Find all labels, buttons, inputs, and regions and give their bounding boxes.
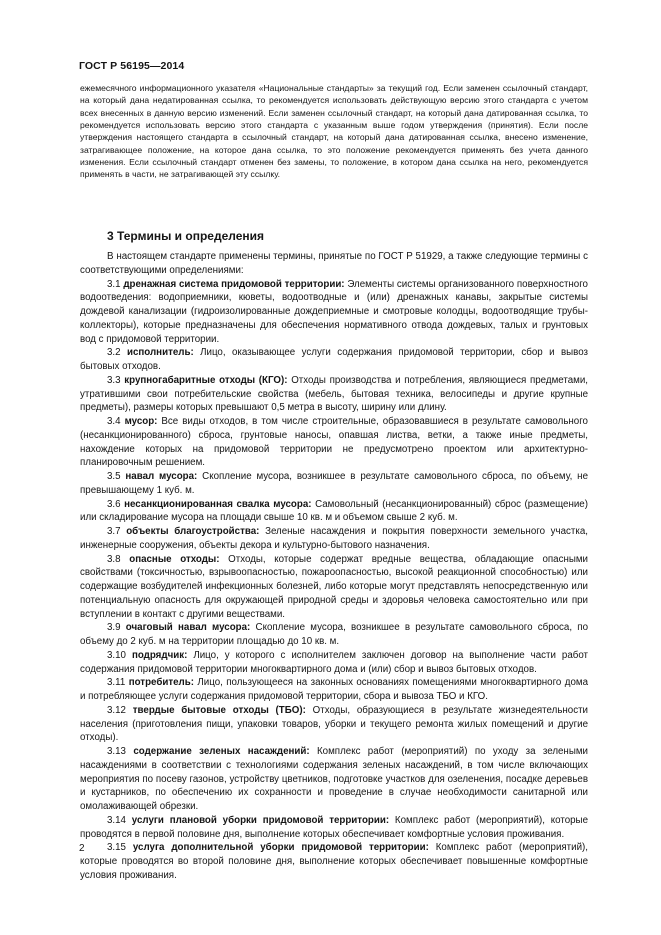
term-text: Комплекс работ (мероприятий), которые проводятся во второй половине дня, выполнение которых обеспечивает повышенные комфортные условия проживания. <box>80 842 588 881</box>
term-definition <box>80 553 588 622</box>
term-definition <box>80 814 588 842</box>
term-name: опасные отходы: <box>129 553 220 565</box>
term-number: 3.7 <box>107 526 121 537</box>
term-text: Скопление мусора, возникшее в результате самовольного сброса, по объему до 2 куб. м на территории площадью до 10 кв. м. <box>80 622 588 647</box>
term-text: Лицо, пользующееся на законных основаниях помещениями многоквартирного дома и потребляющее услуги содержания придомовой территории, сбора и вывоза ТБО и КГО. <box>80 677 588 702</box>
term-text: Комплекс работ (мероприятий) по уходу за зелеными насаждениями в соответствии с технологиями содержания зеленых насаждений, в том числе включающих мероприятия по посеву газонов, устройству цветников, подготовке участков для озеленения, посадке деревьев и кустарников, по обеспечению их сохранности и проведение в случае необходимости санитарной или омолаживающей обрезки. <box>80 746 588 812</box>
term-number: 3.1 <box>107 278 121 290</box>
lead-paragraph: В настоящем стандарте применены термины, принятые по ГОСТ Р 51929, а также следующие термины с соответствующими определениями: <box>80 251 588 276</box>
term-name: услуга дополнительной уборки придомовой территории: <box>132 842 429 854</box>
terms-list <box>80 278 588 883</box>
term-name: содержание зеленых насаждений: <box>133 746 310 757</box>
term-name: несанкционированная свалка мусора: <box>124 498 312 510</box>
term-name: услуги плановой уборки придомовой территории: <box>131 814 390 826</box>
term-name: мусор: <box>124 416 158 427</box>
term-number: 3.13 <box>107 746 126 757</box>
intro-paragraph <box>80 82 588 181</box>
term-definition <box>80 676 588 704</box>
term-definition <box>80 470 588 498</box>
term-number: 3.3 <box>107 374 121 386</box>
term-definition <box>80 841 588 882</box>
term-number: 3.9 <box>107 622 121 634</box>
term-definition <box>80 621 588 649</box>
term-name: исполнитель: <box>126 347 194 359</box>
term-name: объекты благоустройства: <box>126 526 260 537</box>
term-definition <box>80 374 588 415</box>
term-number: 3.5 <box>107 471 121 482</box>
intro-text: ежемесячного информационного указателя «Национальные стандарты» за текущий год. Если заменен ссылочный стандарт, на который дана недатированная ссылка, то рекомендуется использовать действующую версию этого стандарта с учетом всех внесенных в данную версию изменений. Если заменен ссылочный стандарт, на который дана датированная ссылка, то рекомендуется использовать версию этого стандарта с указанным выше годом утверждения (принятия). Если после утверждения настоящего стандарта в ссылочный стандарт, на который дана датированная ссылка, внесено изменение, затрагивающее положение, на которое дана ссылка, то это положение рекомендуется применять без учета данного изменения. Если ссылочный стандарт отменен без замены, то положение, в котором дана ссылка на него, рекомендуется применять в части, не затрагивающей эту ссылку. <box>80 83 588 180</box>
term-text: Лицо, у которого с исполнителем заключен договор на выполнение части работ содержания придомовой территории многоквартирного дома и (или) сбор и вывоз бытовых отходов. <box>80 649 589 675</box>
term-definition <box>80 745 588 814</box>
term-number: 3.15 <box>107 842 126 854</box>
term-text: Комплекс работ (мероприятий), которые проводятся в первой половине дня, выполнение которых обеспечивает комфортные условия проживания. <box>80 814 588 840</box>
term-text: Зеленые насаждения и покрытия поверхности земельного участка, инженерные сооружения, объекты декора и культурно-бытового назначения. <box>80 526 588 551</box>
term-number: 3.2 <box>107 347 121 359</box>
term-number: 3.12 <box>107 704 126 716</box>
term-name: подрядчик: <box>131 649 188 661</box>
term-number: 3.11 <box>107 677 126 689</box>
term-number: 3.8 <box>107 553 121 565</box>
term-text: Элементы системы организованного поверхностного водоотведения: водоприемники, кюветы, водоотводные и (или) дренажных канавы, закрытые системы дождевой канализации (гидроизолированные дождеприемные и смотровые колодцы, водоотводящие трубы-коллекторы), которые предназначены для обеспечения нормативного отвода дождевых, талых и грунтовых вод с придомовой территории. <box>80 278 588 345</box>
term-name: крупногабаритные отходы (КГО): <box>124 374 288 386</box>
page-number: 2 <box>79 843 85 854</box>
term-definition <box>80 525 588 553</box>
term-number: 3.6 <box>107 498 121 510</box>
term-name: твердые бытовые отходы (ТБО): <box>132 704 306 716</box>
term-name: навал мусора: <box>125 471 198 482</box>
term-text: Скопление мусора, возникшее в результате самовольного сброса, по объему, не превышающему 1 куб. м. <box>80 471 588 496</box>
term-number: 3.4 <box>107 416 121 427</box>
term-definition <box>80 649 588 677</box>
term-text: Лицо, оказывающее услуги содержания придомовой территории, сбор и вывоз бытовых отходов. <box>80 347 588 372</box>
standard-header: ГОСТ Р 56195—2014 <box>79 60 185 72</box>
term-text: Отходы производства и потребления, являющиеся предметами, утратившими свои потребительские свойства (мебель, бытовая техника, велосипеды и другие крупные предметы), размеры которых превышают 0,5 метра в высоту, ширину или длину. <box>80 374 589 414</box>
term-text: Самовольный (несанкционированный) сброс (размещение) или складирование мусора на площади свыше 10 кв. м и объемом свыше 2 куб. м. <box>80 498 588 524</box>
section-title: 3 Термины и определения <box>107 229 265 243</box>
term-text: Отходы, образующиеся в результате жизнедеятельности населения (приготовления пищи, упаковки товаров, уборки и текущего ремонта жилых помещений и другие отходы). <box>80 704 588 744</box>
term-text: Все виды отходов, в том числе строительные, образовавшиеся в результате самовольного (несанкционированного) сброса, грунтовые наносы, опавшая листва, ветки, а также иные предметы, нахождение которых на придомовой территории не предусмотрено проектом или архитектурно-планировочным решением. <box>80 416 588 469</box>
term-definition <box>80 704 588 745</box>
term-definition <box>80 346 588 374</box>
terms-body <box>80 250 588 883</box>
term-definition <box>80 415 588 470</box>
term-definition <box>80 278 588 347</box>
term-number: 3.10 <box>107 649 126 661</box>
term-number: 3.14 <box>107 814 126 826</box>
term-name: дренажная система придомовой территории: <box>123 278 345 290</box>
term-name: очаговый навал мусора: <box>125 622 251 634</box>
term-name: потребитель: <box>128 677 194 689</box>
term-text: Отходы, которые содержат вредные вещества, обладающие опасными свойствами (токсичностью, взрывоопасностью, пожароопасностью, высокой реакционной способностью) или содержащие возбудителей инфекционных болезней, либо которые могут представлять непосредственную или потенциальную опасность для окружающей природной среды и здоровья человека самостоятельно или при вступлении в контакт с другими веществами. <box>80 553 588 620</box>
term-definition <box>80 498 588 526</box>
